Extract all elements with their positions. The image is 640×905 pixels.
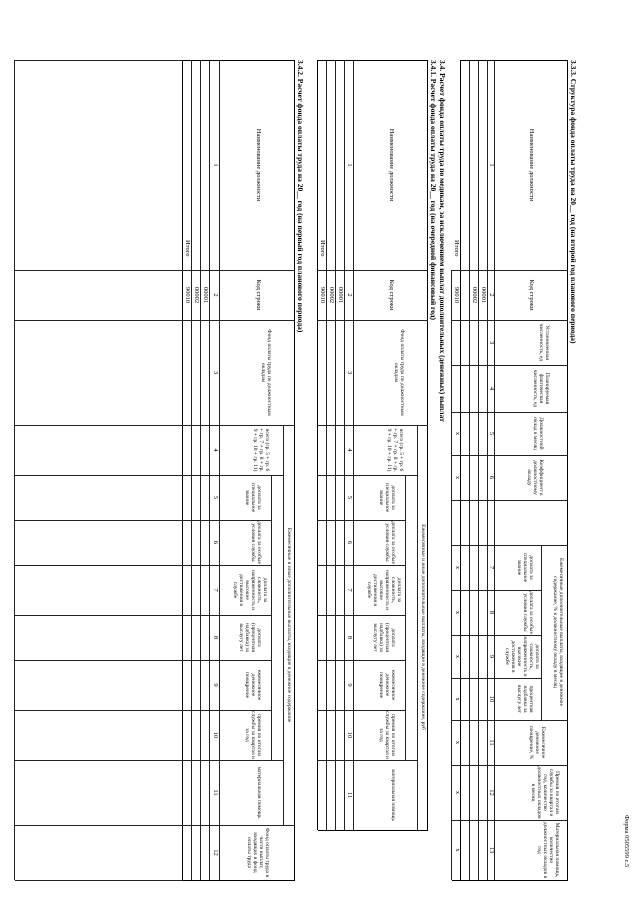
t3-header-c12: Фонд оплаты труда в части выплат, входящих в фонд оплаты труда <box>246 827 270 878</box>
t1-header-coef: Коэффициент к должностному окладу <box>526 459 544 496</box>
t2-header-c11: материальная помощь <box>390 769 396 821</box>
t1-total-code: 90010 <box>453 286 460 304</box>
t3-colnum-8: 8 <box>212 635 219 640</box>
form-label: Форма 0505599 с.5 <box>623 815 630 868</box>
t1-total-x-8: x <box>454 611 460 614</box>
t2-header-c8: доплата (процентная надбавка) за выслугу лет <box>372 623 396 652</box>
t3-row1-code: 00001 <box>202 286 209 304</box>
t2-colnum-9: 9 <box>346 683 353 687</box>
t2-header-total: всего (гр. 5 + гр. 6 + гр. 7 + гр. 8 + гр. 9 + гр. 10 + гр. 11) <box>386 428 404 472</box>
t3-colnum-5: 5 <box>212 495 219 500</box>
t1-total-x-6: x <box>454 476 460 479</box>
t3-header-c6: доплата за особые условия службы <box>250 521 262 564</box>
t2-header-c6: доплата за особые условия службы <box>384 521 396 564</box>
t3-header-c7: доплата за сложность, напряженность и высокие достижения в службе <box>232 569 268 611</box>
t3-colnum-3: 3 <box>212 370 219 375</box>
t1-colnum-2: 2 <box>488 293 495 297</box>
t3-header-c10: премия по итогам службы за квартал и за год <box>244 711 262 759</box>
t1-colnum-10: 10 <box>488 695 495 703</box>
t2-colnum-4: 4 <box>346 448 353 452</box>
t2-colnum-7: 7 <box>346 588 353 592</box>
t1-total-x-12: x <box>454 791 460 794</box>
t2-header-c9: ежемесячное денежное поощрение <box>378 669 396 701</box>
t3-header-fund: Фонд оплаты труда по должностным окладам <box>260 329 272 416</box>
t2-header-name: Наименование должности <box>388 128 395 202</box>
t1-colnum-6: 6 <box>488 475 495 480</box>
t2-total-code: 90010 <box>319 286 326 304</box>
t1-total-x-7: x <box>454 566 460 569</box>
t1-header-c7: доплата за специальное звание <box>516 552 534 583</box>
t1-header-name: Наименование должности <box>528 128 535 202</box>
t3-header-name: Наименование должности <box>255 128 262 202</box>
t1-colnum-4: 4 <box>488 386 495 391</box>
t2-total-label: Итого <box>319 240 326 257</box>
t1-header-group: Ежемесячные дополнительные выплаты, входящие в денежное содержание, % к должностному окладу в месяц <box>552 558 564 706</box>
t3-colnum-4: 4 <box>212 448 219 452</box>
t1-header-c13: Материальная помощь, количество должностных окладов в год <box>536 821 560 879</box>
t3-header-group: Ежемесячные и иные дополнительные выплаты, входящие в денежное содержание <box>286 527 292 723</box>
t1-total-x-9: x <box>454 655 460 658</box>
t2-colnum-1: 1 <box>346 163 353 167</box>
t3-colnum-9: 9 <box>212 683 219 687</box>
t1-row1-code: 00001 <box>480 286 487 304</box>
t1-header-c10: процентная надбавка за выслугу лет <box>516 684 534 714</box>
t3-header-total: всего (гр. 5 + гр. 6 + гр. 7 + гр. 8 + гр. 9 + гр. 10 + гр. 11) <box>252 428 270 472</box>
t2-row1-code: 00001 <box>337 286 344 304</box>
t1-colnum-8: 8 <box>488 610 495 615</box>
table1-caption: 3.3.3. Структура фонда оплаты труда на 20__ год (на второй год планового периода) <box>569 60 578 344</box>
t2-header-group: Ежемесячные и иные дополнительные выплаты, входящие в денежное содержание, руб <box>420 524 426 730</box>
t3-header-c9: ежемесячное денежное поощрение <box>244 669 262 701</box>
t1-colnum-5: 5 <box>488 431 495 436</box>
t3-total-code: 90010 <box>184 286 191 304</box>
t1-header-avg: Планируемая фактическая численность, ед <box>532 369 550 408</box>
t1-total-x-5: x <box>454 432 460 435</box>
t2-colnum-5: 5 <box>346 495 353 500</box>
table2-caption-a: 3.4. Расчет фонда оплаты труда по медикам, за исключением выплат дополнительных (денежных) выплат <box>438 60 447 422</box>
t3-header-c8: доплата (процентная надбавка) за выслугу лет <box>238 623 262 652</box>
t2-colnum-8: 8 <box>346 635 353 640</box>
t3-colnum-6: 6 <box>212 540 219 545</box>
t3-total-label: Итого <box>184 240 191 257</box>
t3-colnum-11: 11 <box>212 789 219 796</box>
t1-header-c11: Ежемесячное денежное поощрение, % <box>528 725 546 760</box>
t1-total-x-10: x <box>454 697 460 701</box>
t3-row2-code: 00002 <box>193 286 200 304</box>
t1-total-x-11: x <box>454 741 460 744</box>
t1-header-code: Код строки <box>528 279 535 311</box>
t3-header-c11: материальная помощь <box>256 766 262 819</box>
t2-header-code: Код строки <box>388 279 395 311</box>
t1-colnum-3: 3 <box>488 340 495 345</box>
t3-colnum-12: 12 <box>212 849 219 856</box>
t1-colnum-13: 13 <box>488 846 495 854</box>
t2-colnum-10: 10 <box>346 731 353 739</box>
t1-colnum-11: 11 <box>488 739 495 746</box>
t3-colnum-7: 7 <box>212 588 219 592</box>
t1-colnum-12: 12 <box>488 789 495 796</box>
t3-colnum-1: 1 <box>212 163 219 167</box>
t1-header-c8: доплата за особые условия службы <box>522 591 534 634</box>
t2-colnum-6: 6 <box>346 540 353 545</box>
t2-header-c5: доплата за специальное звание <box>378 482 396 513</box>
t2-header-c10: премия по итогам службы за квартал и за год <box>378 711 396 759</box>
t1-header-c12: Премия по итогам службы за квартал и год, количество должностных окладов в месяц <box>530 766 560 819</box>
t1-colnum-9: 9 <box>488 654 495 659</box>
t1-header-staff: Установленная численность, ед <box>538 323 550 362</box>
t2-colnum-11: 11 <box>346 791 353 799</box>
t1-row2-code: 00002 <box>471 286 478 304</box>
table3-caption: 3.4.2. Расчет фонда оплаты труда на 20__ год (на первый год планового периода) <box>296 60 305 333</box>
t1-header-c9: доплата за сложность, напряженность и высокие достижения в службе <box>504 636 540 677</box>
t3-colnum-2: 2 <box>212 293 219 297</box>
t1-colnum-1: 1 <box>488 163 495 167</box>
t1-total-label: Итого <box>453 240 460 257</box>
t3-colnum-10: 10 <box>212 731 219 739</box>
table2-caption-b: 3.4.1. Расчет фонда оплаты труда на 20__ год (на очередной финансовый год) <box>429 60 438 321</box>
t1-colnum-7: 7 <box>488 565 495 570</box>
t2-header-fund: Фонд оплаты труда по должностным окладам <box>393 329 405 416</box>
t2-row2-code: 00002 <box>328 286 335 304</box>
t3-header-code: Код строки <box>255 279 262 311</box>
t2-colnum-3: 3 <box>346 370 353 375</box>
t1-total-x-13: x <box>454 848 460 852</box>
t1-header-salary: Должностной оклад в месяц <box>532 417 544 450</box>
t2-colnum-2: 2 <box>346 293 353 297</box>
t3-header-c5: доплата за специальное звание <box>244 482 262 513</box>
t2-header-c7: доплата за сложность, напряженность и высокие достижения в службе <box>366 569 402 611</box>
